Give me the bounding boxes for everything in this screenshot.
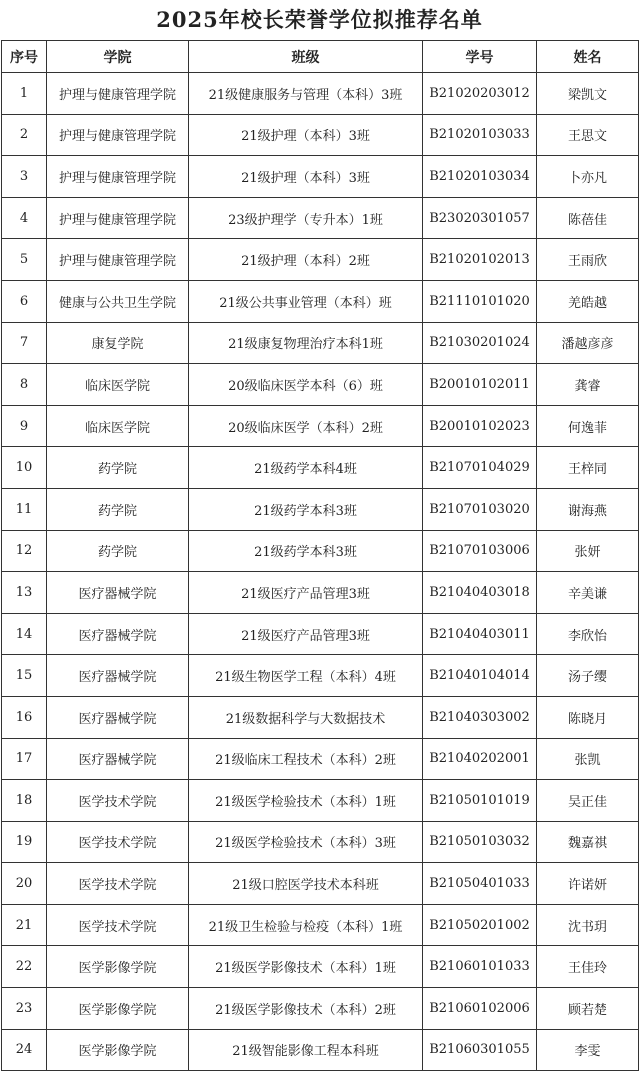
cell-student-id: B21050201002 — [423, 904, 537, 946]
cell-index: 12 — [2, 530, 47, 572]
table-row — [2, 322, 639, 364]
cell-college: 医学影像学院 — [47, 946, 189, 988]
cell-class: 21级生物医学工程（本科）4班 — [189, 655, 423, 697]
cell-class: 21级医学检验技术（本科）1班 — [189, 780, 423, 822]
cell-index: 16 — [2, 696, 47, 738]
cell-name: 王思文 — [537, 114, 639, 156]
cell-class: 23级护理学（专升本）1班 — [189, 197, 423, 239]
cell-name: 魏嘉祺 — [537, 821, 639, 863]
cell-college: 护理与健康管理学院 — [47, 197, 189, 239]
cell-student-id: B20010102023 — [423, 405, 537, 447]
cell-college: 医疗器械学院 — [47, 613, 189, 655]
cell-student-id: B21040403018 — [423, 572, 537, 614]
cell-name: 沈书玥 — [537, 904, 639, 946]
cell-college: 药学院 — [47, 447, 189, 489]
cell-student-id: B21020203012 — [423, 73, 537, 115]
cell-class: 21级药学本科4班 — [189, 447, 423, 489]
cell-class: 21级口腔医学技术本科班 — [189, 863, 423, 905]
cell-class: 21级健康服务与管理（本科）3班 — [189, 73, 423, 115]
cell-name: 许诺妍 — [537, 863, 639, 905]
cell-index: 17 — [2, 738, 47, 780]
cell-index: 4 — [2, 197, 47, 239]
cell-name: 李欣怡 — [537, 613, 639, 655]
cell-index: 6 — [2, 280, 47, 322]
cell-college: 医学影像学院 — [47, 1029, 189, 1071]
cell-index: 8 — [2, 364, 47, 406]
cell-student-id: B23020301057 — [423, 197, 537, 239]
cell-college: 医学技术学院 — [47, 863, 189, 905]
cell-class: 21级医疗产品管理3班 — [189, 572, 423, 614]
cell-index: 9 — [2, 405, 47, 447]
cell-class: 21级临床工程技术（本科）2班 — [189, 738, 423, 780]
table-row — [2, 946, 639, 988]
cell-name: 张凯 — [537, 738, 639, 780]
table-row — [2, 863, 639, 905]
cell-college: 医学技术学院 — [47, 904, 189, 946]
cell-college: 药学院 — [47, 488, 189, 530]
table-row — [2, 904, 639, 946]
table-row — [2, 696, 639, 738]
cell-college: 医学技术学院 — [47, 780, 189, 822]
cell-class: 21级智能影像工程本科班 — [189, 1029, 423, 1071]
table-row — [2, 530, 639, 572]
table-row — [2, 488, 639, 530]
cell-class: 21级数据科学与大数据技术 — [189, 696, 423, 738]
cell-student-id: B21020103034 — [423, 156, 537, 198]
cell-student-id: B21040303002 — [423, 696, 537, 738]
cell-name: 王雨欣 — [537, 239, 639, 281]
cell-class: 21级护理（本科）3班 — [189, 114, 423, 156]
cell-college: 医疗器械学院 — [47, 572, 189, 614]
header-student-id: 学号 — [423, 41, 537, 73]
cell-college: 护理与健康管理学院 — [47, 156, 189, 198]
cell-class: 21级医学影像技术（本科）2班 — [189, 988, 423, 1030]
table-row — [2, 114, 639, 156]
table-row — [2, 738, 639, 780]
cell-student-id: B21070103020 — [423, 488, 537, 530]
header-name: 姓名 — [537, 41, 639, 73]
table-row — [2, 1029, 639, 1071]
cell-name: 梁凯文 — [537, 73, 639, 115]
cell-class: 21级康复物理治疗本科1班 — [189, 322, 423, 364]
table-row — [2, 405, 639, 447]
cell-class: 21级护理（本科）2班 — [189, 239, 423, 281]
cell-class: 21级护理（本科）3班 — [189, 156, 423, 198]
cell-index: 24 — [2, 1029, 47, 1071]
cell-college: 护理与健康管理学院 — [47, 73, 189, 115]
cell-student-id: B21060301055 — [423, 1029, 537, 1071]
cell-index: 7 — [2, 322, 47, 364]
cell-index: 22 — [2, 946, 47, 988]
cell-name: 羌皓越 — [537, 280, 639, 322]
header-college: 学院 — [47, 41, 189, 73]
cell-class: 21级医学影像技术（本科）1班 — [189, 946, 423, 988]
cell-index: 3 — [2, 156, 47, 198]
cell-student-id: B21050401033 — [423, 863, 537, 905]
cell-class: 21级公共事业管理（本科）班 — [189, 280, 423, 322]
cell-class: 21级医疗产品管理3班 — [189, 613, 423, 655]
cell-college: 临床医学院 — [47, 405, 189, 447]
cell-student-id: B21060102006 — [423, 988, 537, 1030]
cell-college: 护理与健康管理学院 — [47, 239, 189, 281]
cell-student-id: B21040202001 — [423, 738, 537, 780]
cell-college: 健康与公共卫生学院 — [47, 280, 189, 322]
cell-college: 医疗器械学院 — [47, 696, 189, 738]
cell-name: 汤子缨 — [537, 655, 639, 697]
cell-college: 医学技术学院 — [47, 821, 189, 863]
cell-index: 10 — [2, 447, 47, 489]
cell-index: 18 — [2, 780, 47, 822]
cell-index: 23 — [2, 988, 47, 1030]
cell-name: 辛美谦 — [537, 572, 639, 614]
cell-student-id: B21020103033 — [423, 114, 537, 156]
cell-index: 19 — [2, 821, 47, 863]
cell-student-id: B21040104014 — [423, 655, 537, 697]
header-index: 序号 — [2, 41, 47, 73]
cell-name: 吴正佳 — [537, 780, 639, 822]
cell-name: 何逸菲 — [537, 405, 639, 447]
cell-name: 谢海燕 — [537, 488, 639, 530]
cell-index: 14 — [2, 613, 47, 655]
cell-name: 陈蓓佳 — [537, 197, 639, 239]
recommendation-table — [1, 40, 639, 1071]
cell-student-id: B21070103006 — [423, 530, 537, 572]
table-row — [2, 821, 639, 863]
cell-name: 张妍 — [537, 530, 639, 572]
table-row — [2, 655, 639, 697]
cell-index: 20 — [2, 863, 47, 905]
table-row — [2, 280, 639, 322]
cell-class: 21级药学本科3班 — [189, 530, 423, 572]
header-class: 班级 — [189, 41, 423, 73]
cell-student-id: B21030201024 — [423, 322, 537, 364]
cell-college: 医学影像学院 — [47, 988, 189, 1030]
cell-class: 20级临床医学（本科）2班 — [189, 405, 423, 447]
cell-college: 临床医学院 — [47, 364, 189, 406]
cell-student-id: B21110101020 — [423, 280, 537, 322]
cell-index: 2 — [2, 114, 47, 156]
cell-college: 医疗器械学院 — [47, 655, 189, 697]
document-title: 2025年校长荣誉学位拟推荐名单 — [156, 7, 483, 32]
cell-class: 21级卫生检验与检疫（本科）1班 — [189, 904, 423, 946]
cell-index: 1 — [2, 73, 47, 115]
cell-student-id: B21070104029 — [423, 447, 537, 489]
table-row — [2, 572, 639, 614]
cell-index: 13 — [2, 572, 47, 614]
cell-student-id: B21020102013 — [423, 239, 537, 281]
table-row — [2, 447, 639, 489]
cell-college: 康复学院 — [47, 322, 189, 364]
cell-name: 龚睿 — [537, 364, 639, 406]
cell-college: 药学院 — [47, 530, 189, 572]
table-row — [2, 613, 639, 655]
cell-name: 卜亦凡 — [537, 156, 639, 198]
cell-index: 11 — [2, 488, 47, 530]
cell-student-id: B21040403011 — [423, 613, 537, 655]
table-row — [2, 780, 639, 822]
table-row — [2, 73, 639, 115]
table-row — [2, 156, 639, 198]
cell-college: 护理与健康管理学院 — [47, 114, 189, 156]
cell-index: 5 — [2, 239, 47, 281]
cell-student-id: B21050103032 — [423, 821, 537, 863]
table-row — [2, 239, 639, 281]
cell-student-id: B21050101019 — [423, 780, 537, 822]
cell-class: 21级医学检验技术（本科）3班 — [189, 821, 423, 863]
cell-index: 15 — [2, 655, 47, 697]
cell-name: 王梓同 — [537, 447, 639, 489]
cell-student-id: B20010102011 — [423, 364, 537, 406]
table-header-row — [2, 41, 639, 73]
cell-name: 陈晓月 — [537, 696, 639, 738]
cell-class: 21级药学本科3班 — [189, 488, 423, 530]
cell-student-id: B21060101033 — [423, 946, 537, 988]
cell-name: 顾若楚 — [537, 988, 639, 1030]
cell-college: 医疗器械学院 — [47, 738, 189, 780]
table-row — [2, 988, 639, 1030]
table-row — [2, 197, 639, 239]
cell-class: 20级临床医学本科（6）班 — [189, 364, 423, 406]
cell-index: 21 — [2, 904, 47, 946]
table-row — [2, 364, 639, 406]
cell-name: 李雯 — [537, 1029, 639, 1071]
cell-name: 潘越彦彦 — [537, 322, 639, 364]
cell-name: 王佳玲 — [537, 946, 639, 988]
table-body — [2, 73, 639, 1071]
